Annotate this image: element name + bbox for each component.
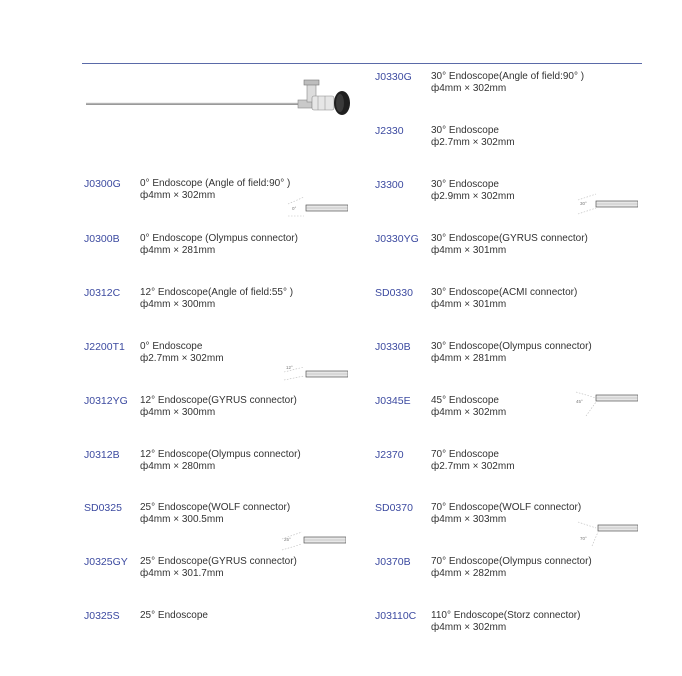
- product-dimensions: ф4mm × 301mm: [431, 245, 507, 256]
- tip-70-label: 70°: [580, 536, 587, 541]
- product-code: J0300G: [84, 178, 121, 190]
- product-dimensions: ф4mm × 302mm: [140, 190, 216, 201]
- tip-70-illustration: [572, 518, 638, 548]
- product-dimensions: ф4mm × 301.7mm: [140, 568, 224, 579]
- tip-25-illustration: [280, 530, 346, 552]
- product-code: J0345E: [375, 395, 411, 407]
- product-code: J3300: [375, 179, 404, 191]
- product-description: 30° Endoscope: [431, 125, 499, 136]
- product-dimensions: ф4mm × 302mm: [431, 83, 507, 94]
- product-code: J0312C: [84, 287, 121, 299]
- product-dimensions: ф4mm × 280mm: [140, 461, 216, 472]
- product-description: 0° Endoscope (Olympus connector): [140, 233, 298, 244]
- product-description: 30° Endoscope(Olympus connector): [431, 341, 592, 352]
- product-description: 110° Endoscope(Storz connector): [431, 610, 581, 621]
- tip-25-label: 25°: [284, 537, 291, 542]
- product-code: J0330B: [375, 341, 411, 353]
- product-dimensions: ф4mm × 281mm: [431, 353, 507, 364]
- tip-45-label: 45°: [576, 399, 583, 404]
- product-code: SD0370: [375, 502, 413, 514]
- product-description: 12° Endoscope(Olympus connector): [140, 449, 301, 460]
- tip-30-label: 30°: [580, 201, 587, 206]
- product-description: 25° Endoscope(WOLF connector): [140, 502, 291, 513]
- product-code: J0370B: [375, 556, 411, 568]
- product-description: 70° Endoscope(WOLF connector): [431, 502, 582, 513]
- tip-0-illustration: [286, 192, 348, 222]
- product-description: 12° Endoscope(GYRUS connector): [140, 395, 297, 406]
- product-code: J2370: [375, 449, 404, 461]
- product-description: 0° Endoscope (Angle of field:90° ): [140, 178, 291, 189]
- endoscope-illustration: [82, 76, 354, 118]
- product-code: J03110C: [375, 610, 417, 622]
- tip-12-label: 12°: [286, 365, 293, 370]
- product-code: J0312YG: [84, 395, 128, 407]
- header-rule: [82, 63, 642, 64]
- product-dimensions: ф2.7mm × 302mm: [431, 461, 515, 472]
- product-code: J0325S: [84, 610, 120, 622]
- product-description: 70° Endoscope(Olympus connector): [431, 556, 592, 567]
- product-description: 30° Endoscope(Angle of field:90° ): [431, 71, 585, 82]
- product-dimensions: ф4mm × 302mm: [431, 622, 507, 633]
- product-dimensions: ф4mm × 281mm: [140, 245, 216, 256]
- product-code: J0325GY: [84, 556, 128, 568]
- product-description: 0° Endoscope: [140, 341, 203, 352]
- tip-45-illustration: [572, 388, 638, 418]
- product-dimensions: ф4mm × 300.5mm: [140, 514, 224, 525]
- product-dimensions: ф4mm × 282mm: [431, 568, 507, 579]
- product-code: J2200T1: [84, 341, 125, 353]
- tip-12-illustration: [282, 362, 348, 384]
- product-dimensions: ф2.7mm × 302mm: [140, 353, 224, 364]
- product-dimensions: ф4mm × 300mm: [140, 407, 216, 418]
- product-description: 25° Endoscope: [140, 610, 208, 621]
- product-dimensions: ф2.9mm × 302mm: [431, 191, 515, 202]
- product-description: 25° Endoscope(GYRUS connector): [140, 556, 297, 567]
- product-description: 30° Endoscope(GYRUS connector): [431, 233, 588, 244]
- tip-30-illustration: [576, 192, 638, 222]
- product-description: 45° Endoscope: [431, 395, 499, 406]
- product-dimensions: ф4mm × 300mm: [140, 299, 216, 310]
- product-code: SD0330: [375, 287, 413, 299]
- product-code: J0312B: [84, 449, 120, 461]
- product-description: 12° Endoscope(Angle of field:55° ): [140, 287, 294, 298]
- product-code: J2330: [375, 125, 404, 137]
- product-code: J0330YG: [375, 233, 419, 245]
- product-code: SD0325: [84, 502, 122, 514]
- product-dimensions: ф4mm × 303mm: [431, 514, 507, 525]
- product-description: 30° Endoscope(ACMI connector): [431, 287, 578, 298]
- product-description: 30° Endoscope: [431, 179, 499, 190]
- product-dimensions: ф4mm × 302mm: [431, 407, 507, 418]
- product-dimensions: ф2.7mm × 302mm: [431, 137, 515, 148]
- product-dimensions: ф4mm × 301mm: [431, 299, 507, 310]
- tip-0-label: 0°: [292, 206, 297, 211]
- product-code: J0330G: [375, 71, 412, 83]
- product-code: J0300B: [84, 233, 120, 245]
- product-description: 70° Endoscope: [431, 449, 499, 460]
